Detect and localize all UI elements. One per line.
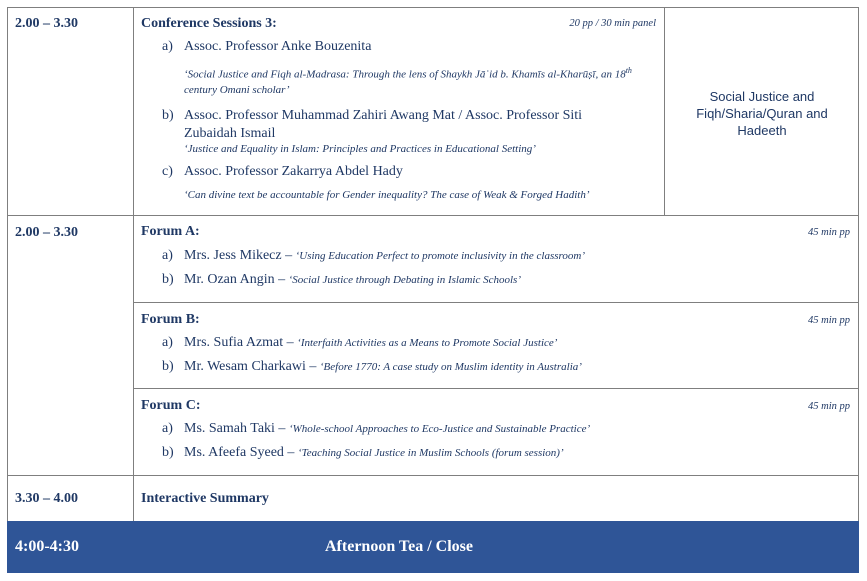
time-label: 2.00 – 3.30 — [15, 16, 78, 31]
session3-note: 20 pp / 30 min panel — [569, 18, 656, 29]
forum-b-note: 45 min pp — [808, 315, 850, 326]
summary-cell — [133, 475, 859, 522]
session3-item-a-speaker: a) Assoc. Professor Anke Bouzenita — [162, 39, 372, 54]
session3-item-a-title: ‘Social Justice and Fiqh al-Madrasa: Through the lens of Shaykh Jāʿid b. Khamīs al-Kharūṣī, an 18th century Omani scholar’ — [184, 66, 632, 96]
time-cell-session3 — [7, 7, 134, 216]
forum-c-item-a: a) Ms. Samah Taki – ‘Whole-school Approaches to Eco-Justice and Sustainable Practice’ — [162, 421, 591, 436]
session3-content-cell — [133, 7, 665, 216]
session3-topic-cell — [664, 7, 859, 216]
forum-a-item-a: a) Mrs. Jess Mikecz – ‘Using Education Perfect to promote inclusivity in the classroom’ — [162, 248, 586, 263]
forum-c-note: 45 min pp — [808, 401, 850, 412]
time-label: 3.30 – 4.00 — [15, 491, 78, 506]
time-label: 2.00 – 3.30 — [15, 225, 78, 240]
session3-item-c-speaker: c) Assoc. Professor Zakarrya Abdel Hady — [162, 164, 403, 179]
footer-label: Afternoon Tea / Close — [325, 538, 473, 555]
time-cell-summary — [7, 475, 134, 522]
footer-time: 4:00-4:30 — [15, 538, 79, 555]
forum-a-cell — [133, 215, 859, 303]
forum-b-item-b: b) Mr. Wesam Charkawi – ‘Before 1770: A case study on Muslim identity in Australia’ — [162, 359, 582, 374]
footer-label-cell — [133, 521, 859, 573]
session3-item-b-title: ‘Justice and Equality in Islam: Principles and Practices in Educational Setting’ — [184, 143, 536, 155]
forum-c-cell — [133, 388, 859, 476]
footer-time-cell — [7, 521, 134, 573]
forum-b-heading: Forum B: — [141, 312, 200, 327]
session3-topic: Social Justice and Fiqh/Sharia/Quran and Hadeeth — [696, 89, 828, 138]
forum-a-heading: Forum A: — [141, 224, 200, 239]
session3-item-c-title: ‘Can divine text be accountable for Gender inequality? The case of Weak & Forged Hadith’ — [184, 189, 590, 201]
forum-c-heading: Forum C: — [141, 398, 201, 413]
forum-c-item-b: b) Ms. Afeefa Syeed – ‘Teaching Social Justice in Muslim Schools (forum session)’ — [162, 445, 564, 460]
forum-b-item-a: a) Mrs. Sufia Azmat – ‘Interfaith Activities as a Means to Promote Social Justice’ — [162, 335, 558, 350]
forum-a-item-b: b) Mr. Ozan Angin – ‘Social Justice through Debating in Islamic Schools’ — [162, 272, 521, 287]
session3-item-b-speaker: b) Assoc. Professor Muhammad Zahiri Awang Mat / Assoc. Professor Siti Zubaidah Ismail — [162, 108, 583, 141]
session3-heading: Conference Sessions 3: — [141, 16, 277, 31]
forum-a-note: 45 min pp — [808, 227, 850, 238]
forum-b-cell — [133, 302, 859, 389]
summary-heading: Interactive Summary — [141, 491, 269, 506]
time-cell-forums — [7, 215, 134, 476]
